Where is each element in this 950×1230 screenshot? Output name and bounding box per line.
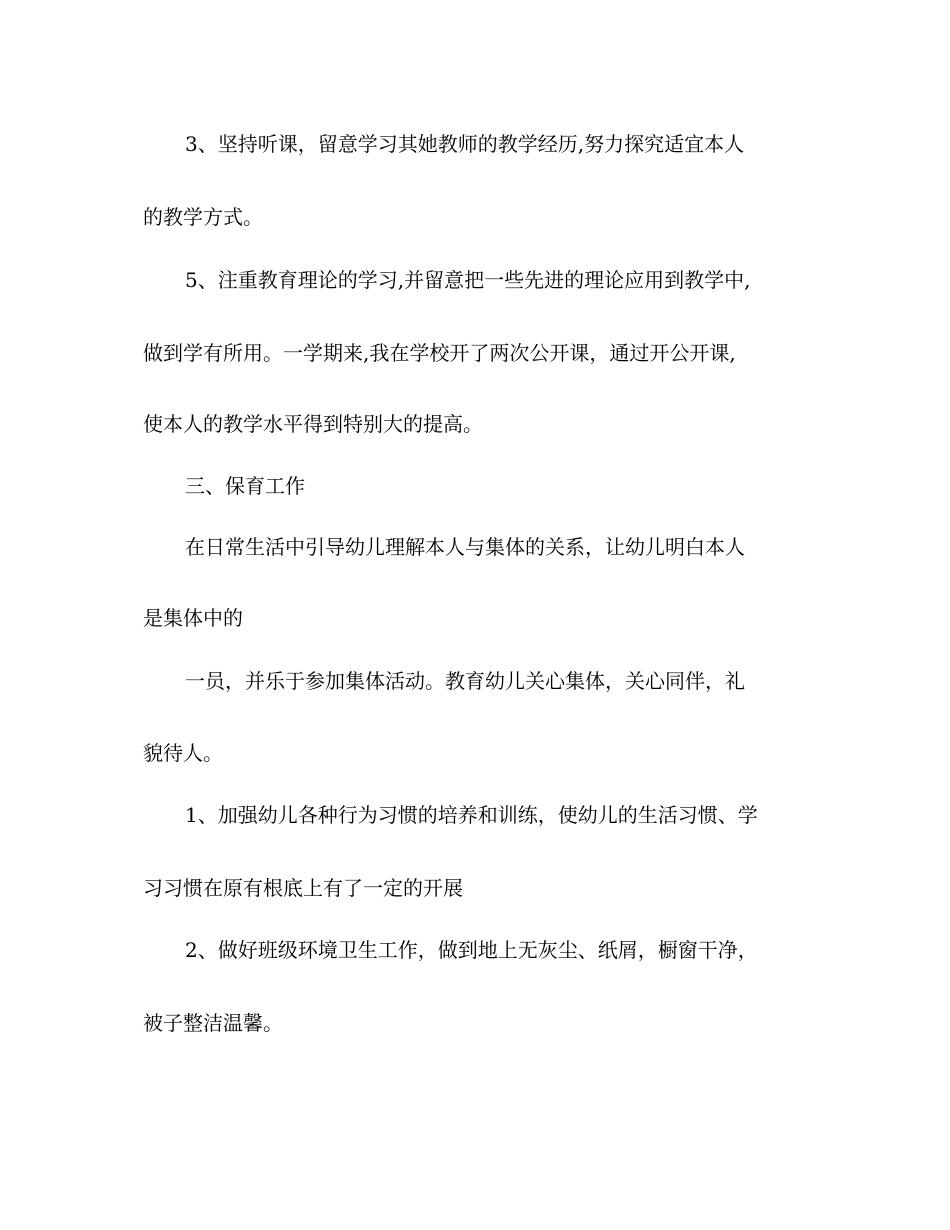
paragraph-line: 5、注重教育理论的学习,并留意把一些先进的理论应用到教学中, (185, 268, 751, 292)
paragraph-line: 习习惯在原有根底上有了一定的开展 (143, 876, 463, 900)
paragraph-line: 使本人的教学水平得到特别大的提高。 (143, 412, 483, 436)
paragraph-line: 的教学方式。 (143, 205, 263, 229)
paragraph-line: 一员，并乐于参加集体活动。教育幼儿关心集体，关心同伴，礼 (185, 669, 745, 693)
paragraph-line: 貌待人。 (143, 741, 223, 765)
paragraph-line: 1、加强幼儿各种行为习惯的培养和训练，使幼儿的生活习惯、学 (185, 803, 758, 827)
paragraph-line: 做到学有所用。一学期来,我在学校开了两次公开课，通过开公开课, (143, 341, 736, 365)
paragraph-line: 被子整洁温馨。 (143, 1011, 283, 1035)
paragraph-line: 3、坚持听课，留意学习其她教师的教学经历,努力探究适宜本人 (185, 132, 745, 156)
paragraph-line: 是集体中的 (143, 606, 243, 630)
paragraph-line: 在日常生活中引导幼儿理解本人与集体的关系，让幼儿明白本人 (185, 535, 745, 559)
paragraph-line: 2、做好班级环境卫生工作，做到地上无灰尘、纸屑，橱窗干净， (185, 938, 758, 962)
section-heading: 三、保育工作 (185, 474, 305, 498)
